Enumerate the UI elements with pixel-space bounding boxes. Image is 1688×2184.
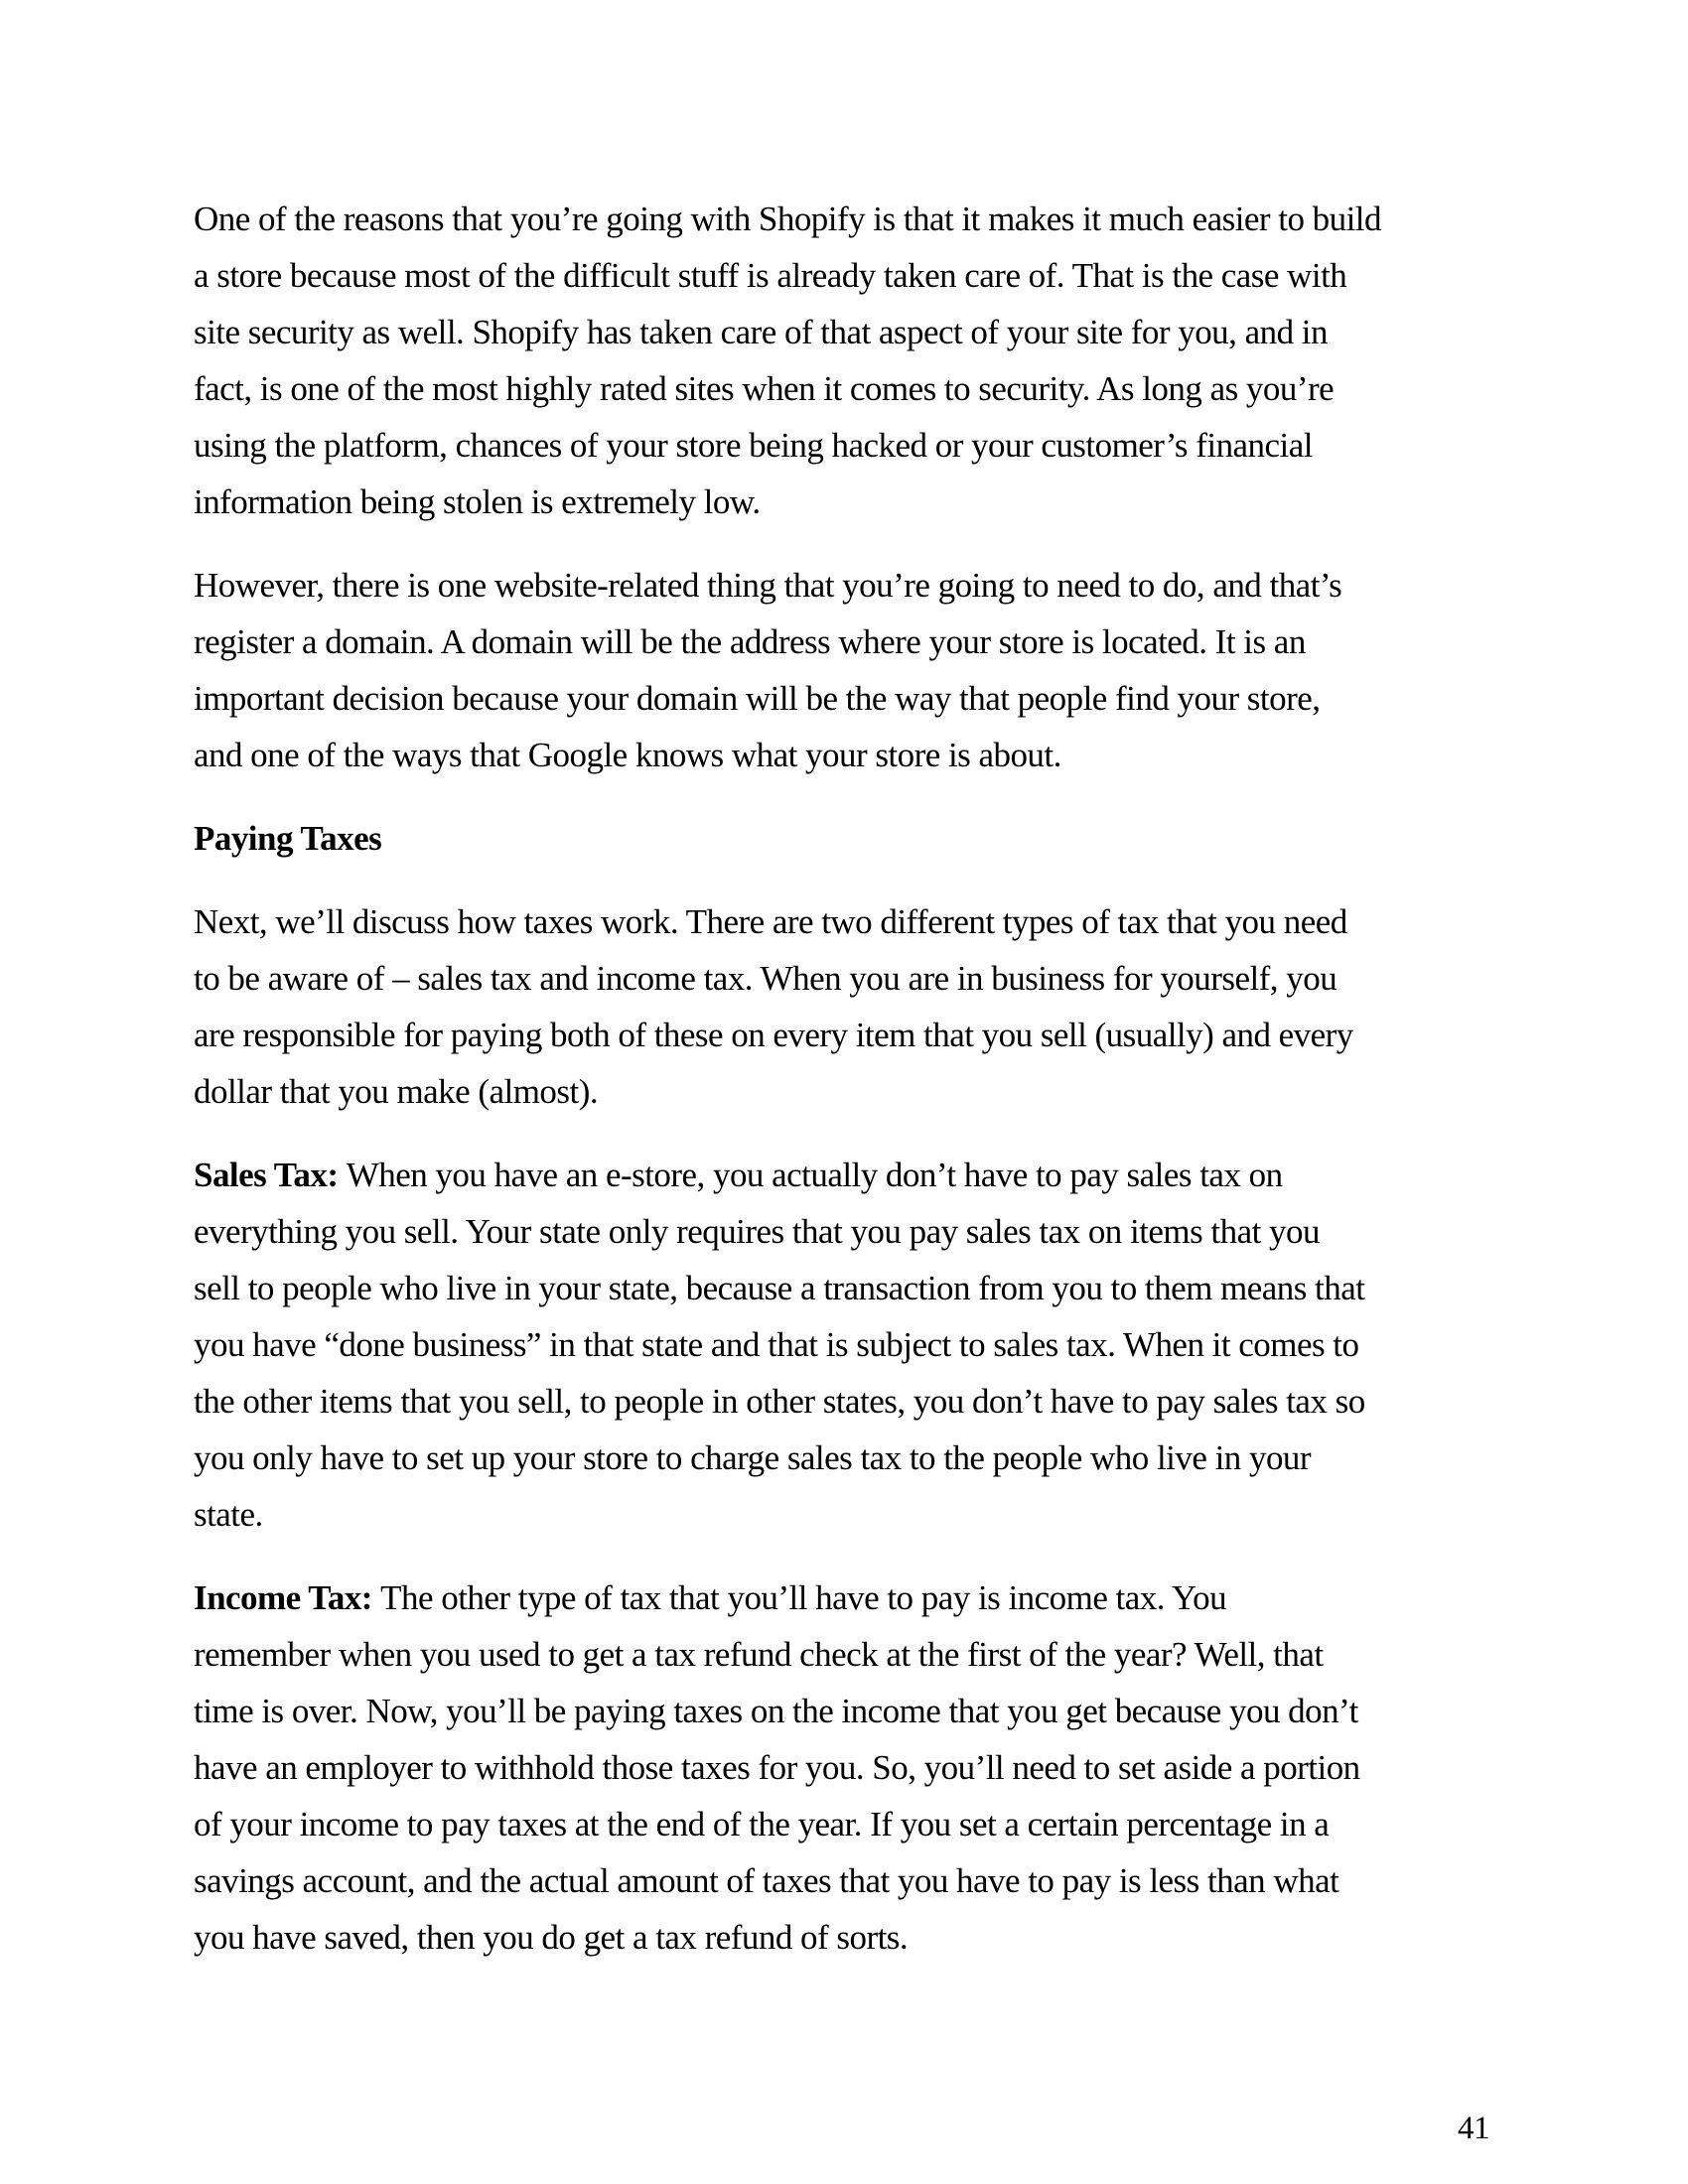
text-line: you have saved, then you do get a tax refund of sorts. xyxy=(194,1918,909,1957)
text-line: register a domain. A domain will be the address where your store is located. It is an xyxy=(194,622,1306,661)
text-line: important decision because your domain will be the way that people find your store, xyxy=(194,679,1321,718)
paragraph xyxy=(194,1570,1494,1966)
text-line: of your income to pay taxes at the end of the year. If you set a certain percentage in a xyxy=(194,1805,1330,1843)
bold-lead: Income Tax: xyxy=(194,1578,381,1617)
bold-lead: Sales Tax: xyxy=(194,1156,347,1194)
paragraph xyxy=(194,191,1494,530)
text-line: and one of the ways that Google knows what your store is about. xyxy=(194,736,1061,774)
text-line: Sales Tax: When you have an e-store, you actually don’t have to pay sales tax on xyxy=(194,1156,1283,1194)
text-line: site security as well. Shopify has taken care of that aspect of your site for you, and in xyxy=(194,313,1328,351)
text-line: remember when you used to get a tax refund check at the first of the year? Well, that xyxy=(194,1635,1324,1674)
text-line: dollar that you make (almost). xyxy=(194,1072,599,1111)
paragraph xyxy=(194,893,1494,1120)
text-line: a store because most of the difficult stuff is already taken care of. That is the case with xyxy=(194,256,1347,295)
paragraph xyxy=(194,1147,1494,1543)
page-number: 41 xyxy=(1457,2111,1489,2146)
text-line: everything you sell. Your state only requires that you pay sales tax on items that you xyxy=(194,1212,1320,1251)
text-line: the other items that you sell, to people in other states, you don’t have to pay sales tax so xyxy=(194,1382,1365,1421)
text-line: Next, we’ll discuss how taxes work. There are two different types of tax that you need xyxy=(194,902,1347,941)
text-line: information being stolen is extremely low. xyxy=(194,482,761,521)
text-line: sell to people who live in your state, because a transaction from you to them means that xyxy=(194,1269,1365,1307)
text-line: to be aware of – sales tax and income tax. When you are in business for yourself, you xyxy=(194,959,1337,998)
text-line: savings account, and the actual amount of taxes that you have to pay is less than what xyxy=(194,1861,1339,1900)
text-line: time is over. Now, you’ll be paying taxes on the income that you get because you don’t xyxy=(194,1692,1358,1730)
section-heading: Paying Taxes xyxy=(194,819,382,858)
text-line: have an employer to withhold those taxes for you. So, you’ll need to set aside a portion xyxy=(194,1748,1360,1787)
text-line: are responsible for paying both of these on every item that you sell (usually) and every xyxy=(194,1016,1353,1054)
text-line: you only have to set up your store to charge sales tax to the people who live in your xyxy=(194,1438,1312,1477)
text-line: Income Tax: The other type of tax that you’ll have to pay is income tax. You xyxy=(194,1578,1227,1617)
text-line: state. xyxy=(194,1495,263,1534)
text-line: However, there is one website-related thing that you’re going to need to do, and that’s xyxy=(194,566,1342,605)
document-body xyxy=(194,191,1494,1992)
text-line: One of the reasons that you’re going with Shopify is that it makes it much easier to build xyxy=(194,200,1381,238)
paragraph xyxy=(194,557,1494,783)
text-line: you have “done business” in that state and that is subject to sales tax. When it comes to xyxy=(194,1325,1359,1364)
text-line: using the platform, chances of your store being hacked or your customer’s financial xyxy=(194,426,1313,465)
text-line: fact, is one of the most highly rated sites when it comes to security. As long as you’re xyxy=(194,369,1335,408)
